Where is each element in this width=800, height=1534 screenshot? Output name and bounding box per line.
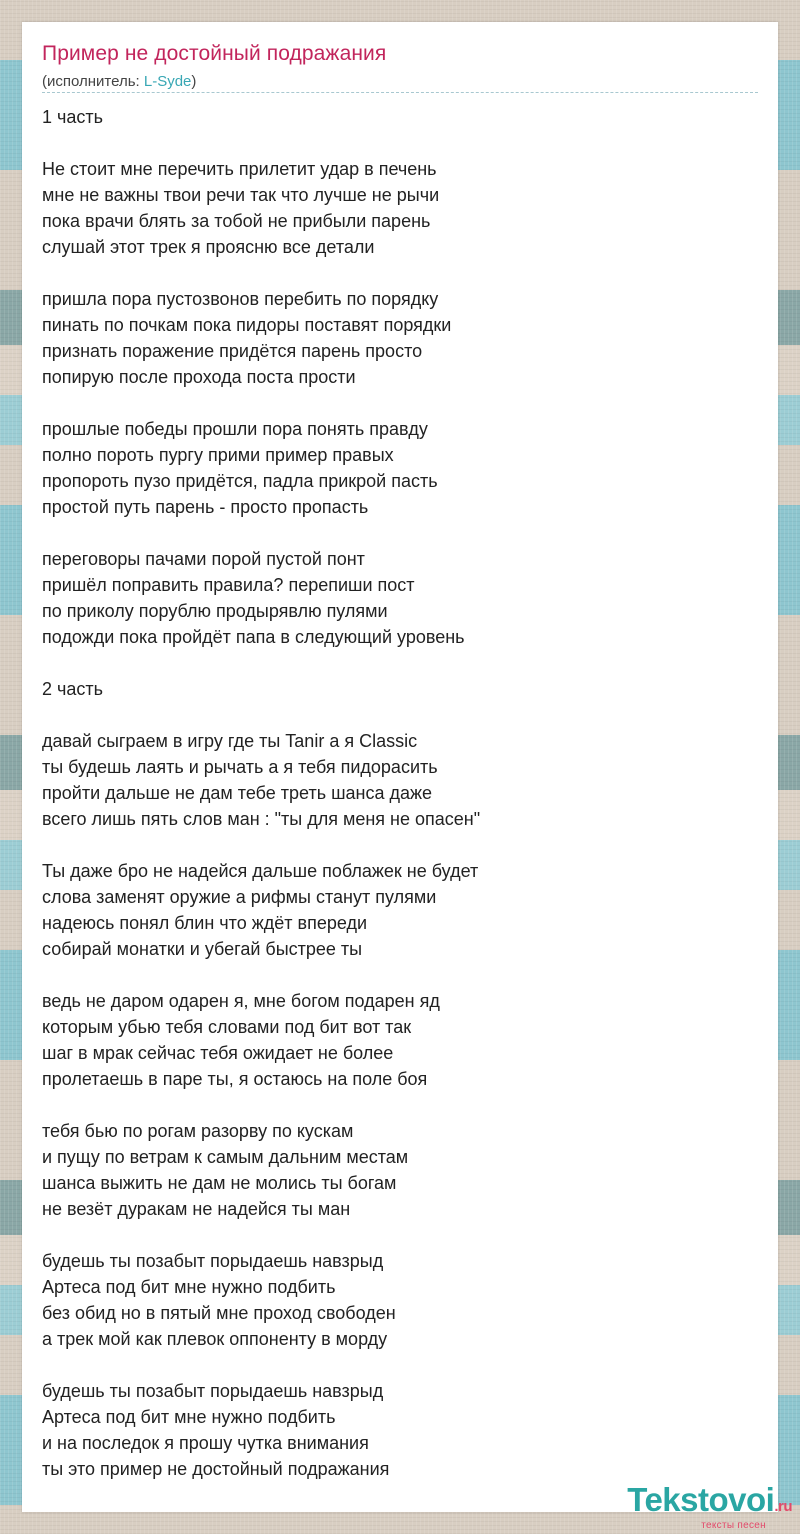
artist-link[interactable]: L-Syde [143, 73, 192, 90]
stanza-gap [42, 520, 742, 546]
lyric-line: всего лишь пять слов ман : "ты для меня не опасен" [42, 809, 481, 829]
lyric-line: пришла пора пустозвонов перебить по порядку [42, 289, 439, 309]
lyric-line: ты это пример не достойный подражания [42, 1459, 390, 1479]
lyric-line: пропороть пузо придётся, падла прикрой пасть [42, 471, 438, 491]
logo-wordmark [627, 1483, 792, 1524]
lyrics-text [42, 104, 742, 1482]
stanza-gap [42, 1222, 742, 1248]
lyric-line: подожди пока пройдёт папа в следующий уровень [42, 627, 465, 647]
stanza-gap [42, 1092, 742, 1118]
stanza-gap [42, 962, 742, 988]
stanza-gap [42, 832, 742, 858]
lyric-line: полно пороть пургу прими пример правых [42, 445, 394, 465]
stanza-gap [42, 130, 742, 156]
lyric-line: Артеса под бит мне нужно подбить [42, 1277, 336, 1297]
lyric-line: пролетаешь в паре ты, я остаюсь на поле боя [42, 1069, 428, 1089]
logo-domain: .ru [774, 1498, 792, 1515]
lyric-line: мне не важны твои речи так что лучше не рычи [42, 185, 440, 205]
lyric-line: давай сыграем в игру где ты Tanir а я Classic [42, 731, 418, 751]
lyric-line: ведь не даром одарен я, мне богом подарен яд [42, 991, 440, 1011]
lyric-line: прошлые победы прошли пора понять правду [42, 419, 428, 439]
lyric-line: будешь ты позабыт порыдаешь навзрыд [42, 1381, 384, 1401]
title-divider [42, 92, 758, 93]
stanza-gap [42, 260, 742, 286]
lyric-line: шаг в мрак сейчас тебя ожидает не более [42, 1043, 394, 1063]
artist-prefix: (исполнитель: [42, 73, 144, 90]
lyric-line: по приколу порублю продырявлю пулями [42, 601, 388, 621]
lyric-line: пока врачи блять за тобой не прибыли парень [42, 211, 431, 231]
lyric-line: 2 часть [42, 679, 104, 699]
lyric-line: пришёл поправить правила? перепиши пост [42, 575, 415, 595]
lyric-line: Артеса под бит мне нужно подбить [42, 1407, 336, 1427]
logo-tagline: тексты песен [701, 1520, 766, 1531]
lyric-line: надеюсь понял блин что ждёт впереди [42, 913, 368, 933]
lyric-line: слова заменят оружие а рифмы станут пулями [42, 887, 437, 907]
lyric-line: слушай этот трек я проясню все детали [42, 237, 375, 257]
logo-name: Tekstovoi [627, 1481, 775, 1518]
lyric-line: признать поражение придётся парень просто [42, 341, 423, 361]
lyric-line: Не стоит мне перечить прилетит удар в печень [42, 159, 437, 179]
lyric-line: не везёт дуракам не надейся ты ман [42, 1199, 351, 1219]
lyrics-card [22, 22, 778, 1512]
lyric-line: Ты даже бро не надейся дальше поблажек не будет [42, 861, 479, 881]
stanza-gap [42, 702, 742, 728]
lyric-line: попирую после прохода поста прости [42, 367, 356, 387]
stanza-gap [42, 650, 742, 676]
song-title: Пример не достойный подражания [42, 42, 387, 65]
lyric-line: шанса выжить не дам не молись ты богам [42, 1173, 397, 1193]
lyric-line: ты будешь лаять и рычать а я тебя пидорасить [42, 757, 438, 777]
lyric-line: собирай монатки и убегай быстрее ты [42, 939, 363, 959]
lyric-line: а трек мой как плевок оппоненту в морду [42, 1329, 388, 1349]
artist-suffix: ) [191, 73, 197, 90]
lyric-line: пинать по почкам пока пидоры поставят порядки [42, 315, 452, 335]
lyric-line: которым убью тебя словами под бит вот так [42, 1017, 412, 1037]
tekstovoi-logo[interactable] [627, 1483, 792, 1531]
lyric-line: и на последок я прошу чутка внимания [42, 1433, 369, 1453]
stanza-gap [42, 390, 742, 416]
lyric-line: без обид но в пятый мне проход свободен [42, 1303, 396, 1323]
lyric-line: простой путь парень - просто пропасть [42, 497, 369, 517]
lyric-line: и пущу по ветрам к самым дальним местам [42, 1147, 409, 1167]
artist-line [42, 73, 196, 90]
lyric-line: 1 часть [42, 107, 104, 127]
stanza-gap [42, 1352, 742, 1378]
lyric-line: тебя бью по рогам разорву по кускам [42, 1121, 354, 1141]
lyric-line: переговоры пачами порой пустой понт [42, 549, 365, 569]
lyric-line: будешь ты позабыт порыдаешь навзрыд [42, 1251, 384, 1271]
lyric-line: пройти дальше не дам тебе треть шанса даже [42, 783, 433, 803]
